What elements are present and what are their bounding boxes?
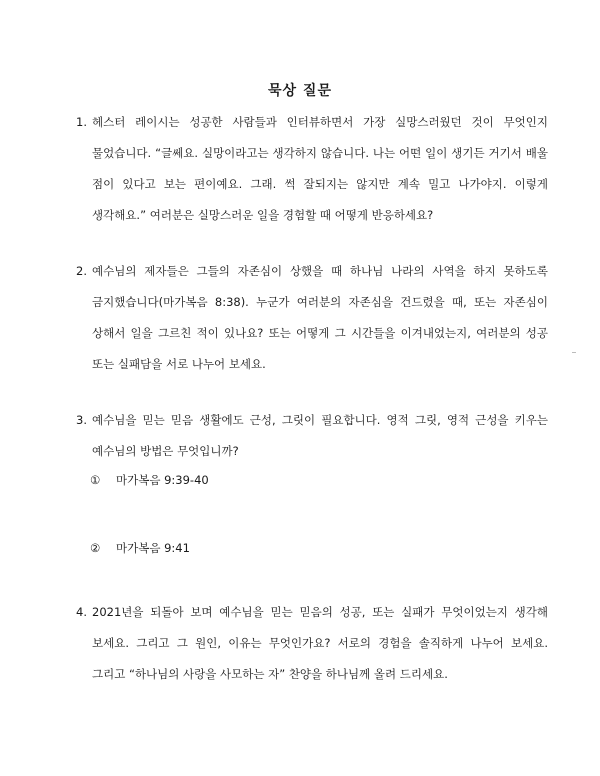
question-1 (76, 107, 548, 231)
question-number: 2. (76, 264, 87, 278)
question-2 (76, 256, 548, 380)
scan-speck (572, 352, 576, 353)
question-text: 2021년을 되돌아 보며 예수님을 믿는 믿음의 성공, 또는 실패가 무엇이었는지 생각해 보세요. 그리고 그 원인, 이유는 무엇인가요? 서로의 경험을 솔직하게 나누어 보세요. 그리고 “하나님의 사랑을 사모하는 자” 찬양을 하나님께 올려 드리세요. (92, 605, 548, 681)
question-number: 3. (76, 413, 87, 427)
circled-number-marker: ② (90, 541, 101, 555)
reference-item-1 (90, 470, 209, 490)
reference-text: 마가복음 9:39-40 (116, 473, 209, 487)
question-text: 예수님을 믿는 믿음 생활에도 근성, 그릿이 필요합니다. 영적 그릿, 영적 근성을 키우는 예수님의 방법은 무엇입니까? (92, 413, 548, 458)
reference-text: 마가복음 9:41 (116, 541, 190, 555)
circled-number-marker: ① (90, 473, 101, 487)
question-text: 헤스터 레이시는 성공한 사람들과 인터뷰하면서 가장 실망스러웠던 것이 무엇인지 물었습니다. “글쎄요. 실망이라고는 생각하지 않습니다. 나는 어떤 일이 생기든 거기서 배울 점이 있다고 보는 편이예요. 그래. 썩 잘되지는 않지만 계속 밀고 나가야지. 이렇게 생각해요.” 여러분은 실망스러운 일을 경험할 때 어떻게 반응하세요? (92, 115, 548, 222)
question-4 (76, 597, 548, 690)
question-number: 4. (76, 605, 87, 619)
question-3 (76, 405, 548, 467)
question-number: 1. (76, 115, 87, 129)
reference-item-2 (90, 538, 190, 558)
question-text: 예수님의 제자들은 그들의 자존심이 상했을 때 하나님 나라의 사역을 하지 못하도록 금지했습니다(마가복음 8:38). 누군가 여러분의 자존심을 건드렸을 때, 또는 자존심이 상해서 일을 그르친 적이 있나요? 또는 어떻게 그 시간들을 이겨내었는지, 여러분의 성공 또는 실패담을 서로 나누어 보세요. (92, 264, 548, 371)
page-title: 묵상 질문 (268, 83, 332, 99)
